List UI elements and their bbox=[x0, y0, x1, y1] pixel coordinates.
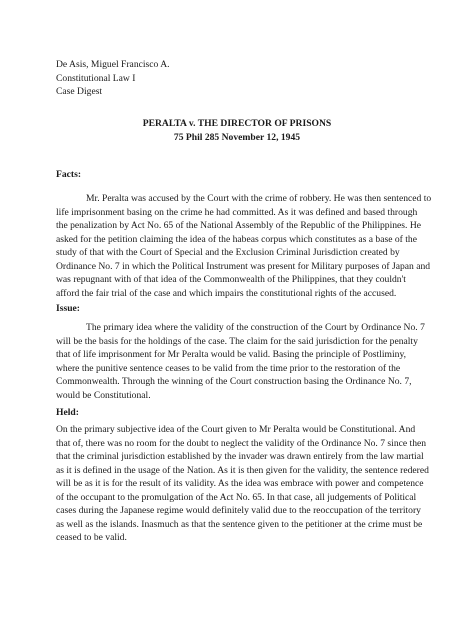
issue-paragraph bbox=[56, 321, 428, 402]
issue-line: where the punitive sentence ceases to be valid from the time prior to the restoration of the bbox=[56, 362, 401, 374]
held-line: will be as it is for the result of its validity. As the idea was embrace with power and competence bbox=[56, 478, 424, 489]
case-title bbox=[0, 117, 474, 144]
held-line: ceased to be valid. bbox=[56, 532, 127, 543]
author-header bbox=[56, 58, 170, 99]
facts-line: life imprisonment basing on the crime he had committed. As it was defined and based through bbox=[56, 206, 418, 218]
held-line: as it is defined in the usage of the Nation. As it is then given for the validity, the sentence redered bbox=[56, 464, 429, 476]
held-line: that of, there was no room for the doubt to neglect the validity of the Ordinance No. 7 since then bbox=[56, 437, 427, 449]
course-name: Constitutional Law I bbox=[56, 72, 136, 84]
document-type: Case Digest bbox=[56, 86, 103, 98]
held-paragraph bbox=[56, 423, 428, 545]
case-citation: 75 Phil 285 November 12, 1945 bbox=[173, 131, 301, 143]
issue-line: Commonwealth. Through the winning of the Court construction basing the Ordinance No. 7, bbox=[56, 376, 412, 387]
facts-line: afford the fair trial of the case and which impairs the constitutional rights of the accused. bbox=[56, 287, 397, 299]
held-heading: Held: bbox=[56, 407, 79, 418]
issue-line: would be Constitutional. bbox=[56, 389, 151, 401]
held-line: cases during the Japanese regime would definitely valid due to the reoccupation of the territory bbox=[56, 505, 421, 516]
facts-line: the penalization by Act No. 65 of the National Assembly of the Republic of the Philippines. He bbox=[56, 220, 422, 231]
issue-heading: Issue: bbox=[56, 303, 80, 314]
issue-line: will be the basis for the holdings of the case. The claim for the said jurisdiction for the penalty bbox=[56, 335, 418, 347]
held-line: On the primary subjective idea of the Court given to Mr Peralta would be Constitutional. And bbox=[56, 424, 416, 435]
issue-line: The primary idea where the validity of the construction of the Court by Ordinance No. 7 bbox=[86, 322, 425, 333]
held-line: of the occupant to the promulgation of the Act No. 65. In that case, all judgements of Political bbox=[56, 491, 417, 503]
facts-paragraph bbox=[56, 192, 432, 300]
facts-line: asked for the petition claiming the idea of the habeas corpus which constitutes as a base of the bbox=[56, 233, 417, 245]
facts-line: was repugnant with of that idea of the Commonwealth of the Philippines, that they couldn't bbox=[56, 274, 406, 285]
issue-line: that of life imprisonment for Mr Peralta would be valid. Basing the principle of Postliminy, bbox=[56, 349, 407, 360]
held-line: that the criminal jurisdiction established by the invader was drawn entirely from the law martial bbox=[56, 451, 424, 462]
held-line: as well as the islands. Inasmuch as that the sentence given to the petitioner at the crime must be bbox=[56, 518, 423, 530]
case-name: PERALTA v. THE DIRECTOR OF PRISONS bbox=[142, 118, 332, 129]
facts-heading: Facts: bbox=[56, 169, 82, 180]
facts-line: study of that with the Court of Special and the Exclusion Criminal Jurisdiction created by bbox=[56, 247, 400, 258]
facts-line: Mr. Peralta was accused by the Court with the crime of robbery. He was then sentenced to bbox=[86, 193, 432, 204]
author-name: De Asis, Miguel Francisco A. bbox=[56, 59, 170, 70]
facts-line: Ordinance No. 7 in which the Political Instrument was present for Military purposes of Japan and bbox=[56, 260, 431, 272]
